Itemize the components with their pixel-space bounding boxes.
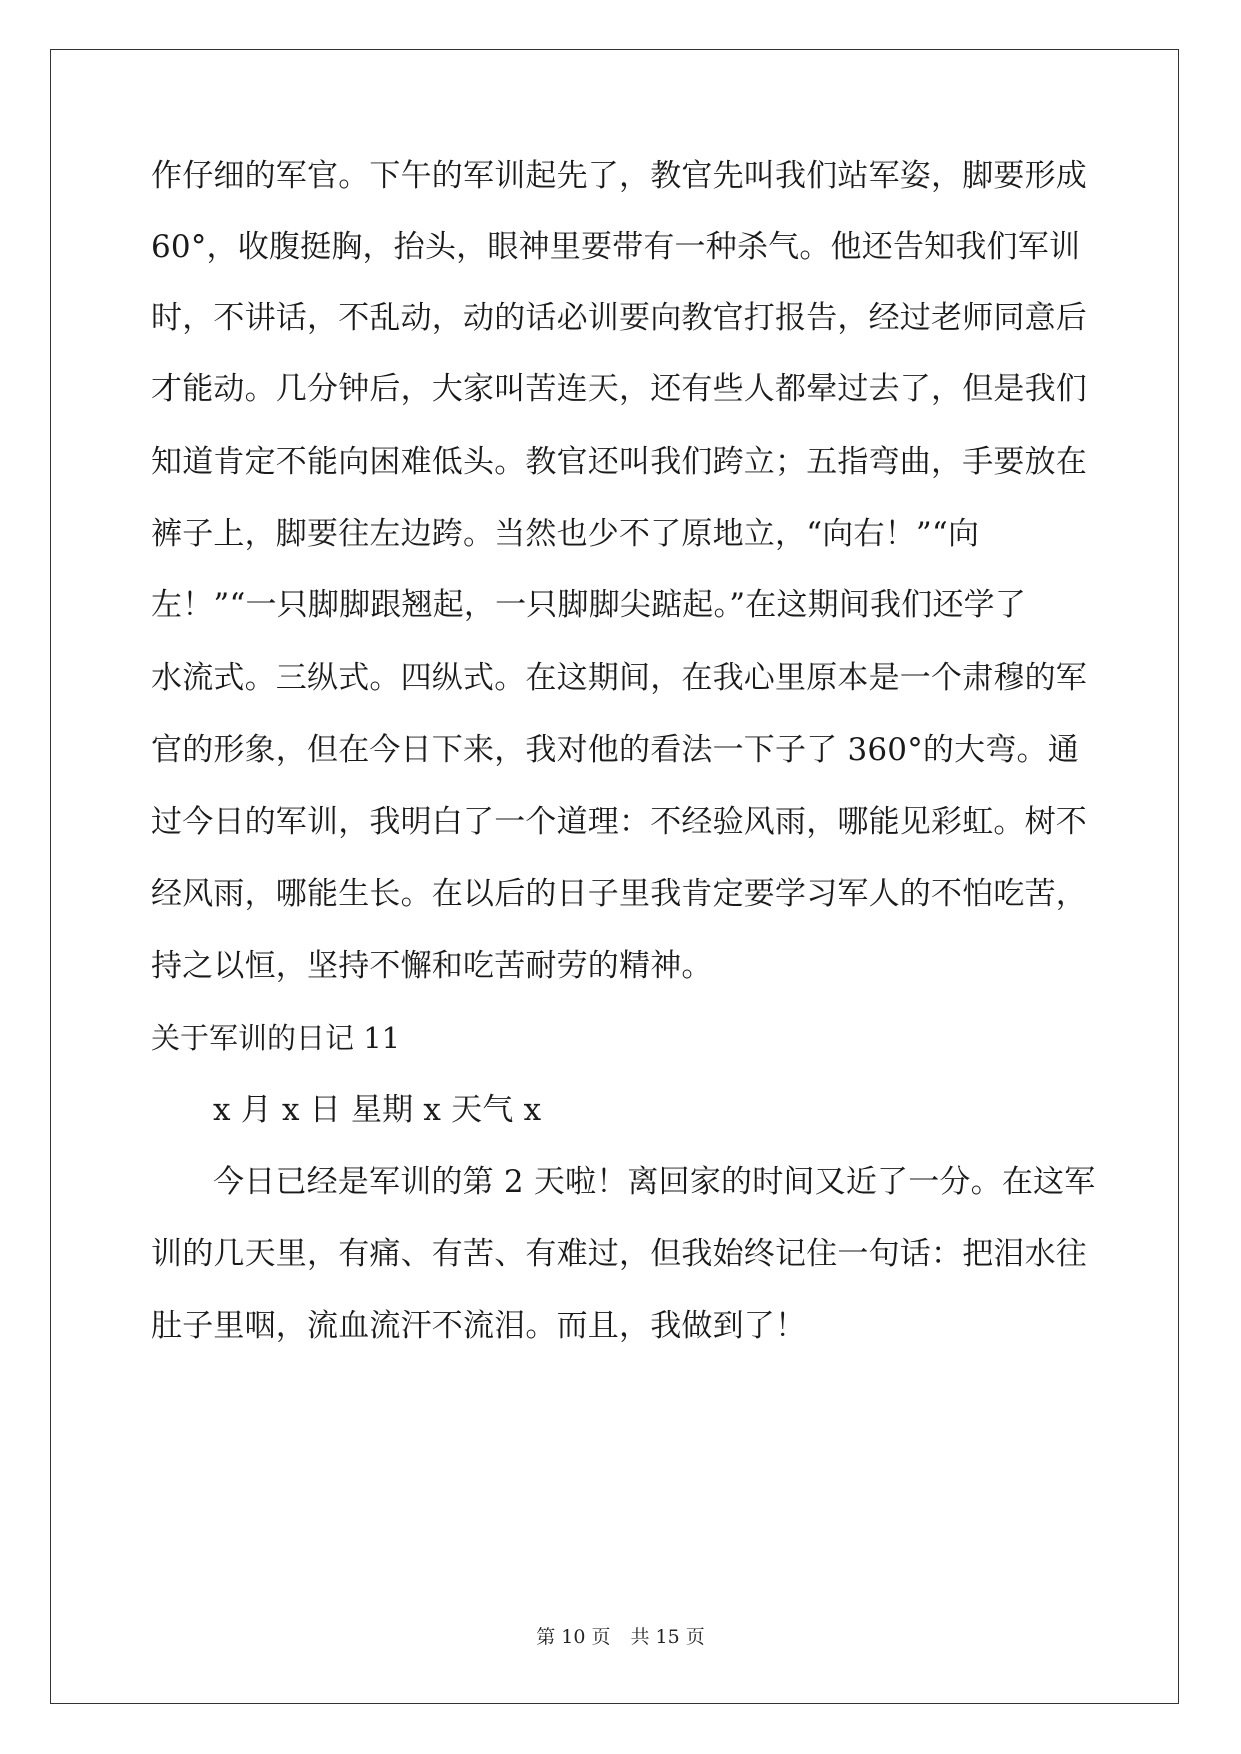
body-line: 裤子上，脚要往左边跨。当然也少不了原地立，“向右！”“向: [151, 516, 980, 552]
body-line: 时，不讲话，不乱动，动的话必训要向教官打报告，经过老师同意后: [151, 300, 1087, 336]
body-line: 水流式。三纵式。四纵式。在这期间，在我心里原本是一个肃穆的军: [151, 660, 1087, 696]
section-title: 关于军训的日记 11: [151, 1021, 401, 1055]
body-line: 作仔细的军官。下午的军训起先了，教官先叫我们站军姿，脚要形成: [151, 158, 1087, 194]
page-total: 共 15 页: [630, 1626, 705, 1648]
paragraph-line: 训的几天里，有痛、有苦、有难过，但我始终记住一句话：把泪水往: [151, 1236, 1087, 1272]
paragraph-line: 肚子里咽，流血流汗不流泪。而且，我做到了！: [151, 1308, 807, 1344]
page-number: 第 10 页: [536, 1626, 611, 1648]
body-line: 过今日的军训，我明白了一个道理：不经验风雨，哪能见彩虹。树不: [151, 804, 1087, 840]
paragraph-line: 今日已经是军训的第 2 天啦！离回家的时间又近了一分。在这军: [213, 1164, 1096, 1200]
body-line: 经风雨，哪能生长。在以后的日子里我肯定要学习军人的不怕吃苦，: [151, 876, 1087, 912]
body-line: 60°，收腹挺胸，抬头，眼神里要带有一种杀气。他还告知我们军训: [151, 229, 1081, 265]
date-line: x 月 x 日 星期 x 天气 x: [213, 1092, 542, 1128]
body-line: 才能动。几分钟后，大家叫苦连天，还有些人都晕过去了，但是我们: [151, 371, 1087, 407]
body-line: 知道肯定不能向困难低头。教官还叫我们跨立；五指弯曲，手要放在: [151, 444, 1087, 480]
body-line: 官的形象，但在今日下来，我对他的看法一下子了 360°的大弯。通: [151, 732, 1079, 768]
body-line: 左！”“一只脚脚跟翘起，一只脚脚尖踮起。”在这期间我们还学了: [151, 587, 1027, 623]
page-footer: [0, 1625, 1241, 1649]
body-line: 持之以恒，坚持不懈和吃苦耐劳的精神。: [151, 948, 713, 984]
